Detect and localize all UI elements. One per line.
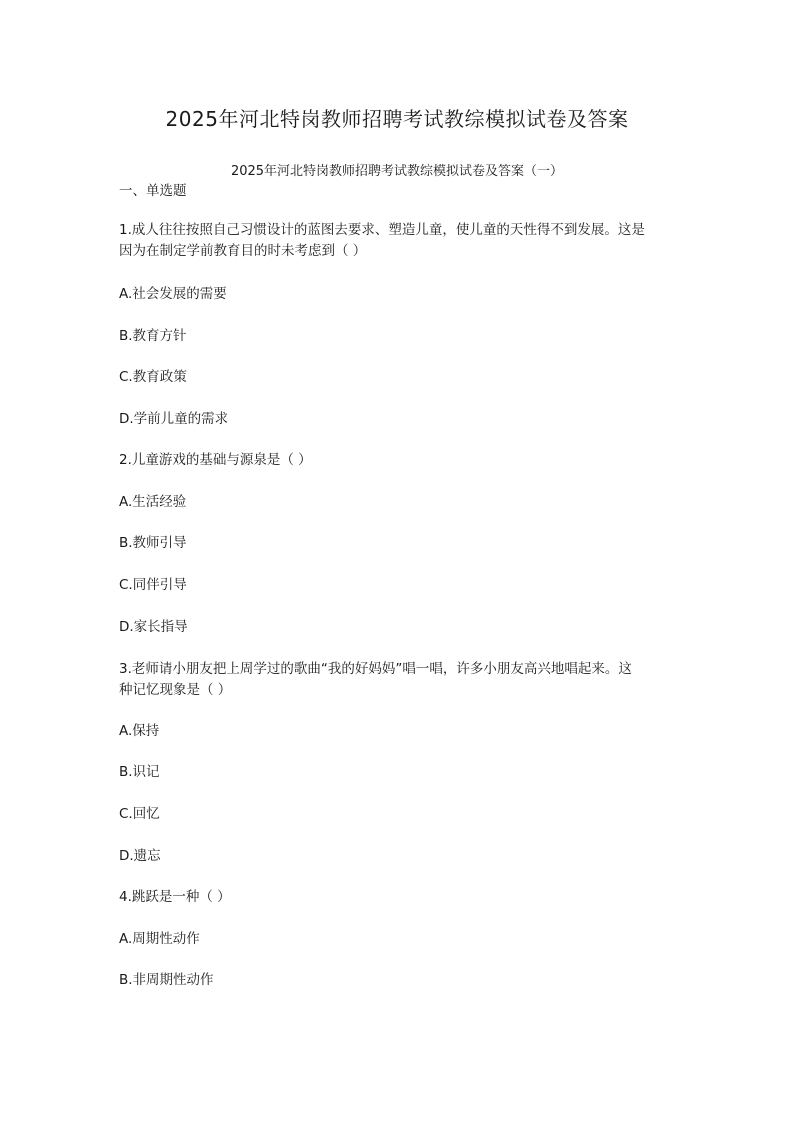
- question-1-line-2: 因为在制定学前教育目的时未考虑到（ ）: [119, 243, 367, 259]
- question-1-line-1: 1.成人往往按照自己习惯设计的蓝图去要求、塑造儿童，使儿童的天性得不到发展。这是: [119, 222, 645, 238]
- question-4-line-1: 4.跳跃是一种（ ）: [119, 889, 231, 905]
- section-heading: 一、单选题: [119, 183, 187, 199]
- question-1-option-a: A.社会发展的需要: [119, 286, 227, 302]
- document-title: 2025年河北特岗教师招聘考试教综模拟试卷及答案: [165, 107, 629, 131]
- question-3-option-a: A.保持: [119, 723, 160, 739]
- question-2-option-a: A.生活经验: [119, 494, 187, 510]
- question-1-option-c: C.教育政策: [119, 369, 187, 385]
- question-2-line-1: 2.儿童游戏的基础与源泉是（ ）: [119, 452, 312, 468]
- question-1-option-b: B.教育方针: [119, 328, 187, 344]
- question-3-option-b: B.识记: [119, 764, 160, 780]
- question-4-option-a: A.周期性动作: [119, 931, 200, 947]
- question-1-option-d: D.学前儿童的需求: [119, 411, 229, 427]
- question-2-option-b: B.教师引导: [119, 535, 187, 551]
- question-3-option-d: D.遗忘: [119, 848, 161, 864]
- question-2-option-d: D.家长指导: [119, 619, 188, 635]
- question-2-option-c: C.同伴引导: [119, 577, 187, 593]
- paper-subtitle: 2025年河北特岗教师招聘考试教综模拟试卷及答案（一）: [230, 164, 564, 179]
- question-3-line-1: 3.老师请小朋友把上周学过的歌曲“我的好妈妈”唱一唱，许多小朋友高兴地唱起来。这: [119, 661, 632, 677]
- question-4-option-b: B.非周期性动作: [119, 972, 214, 988]
- question-3-option-c: C.回忆: [119, 806, 160, 822]
- question-3-line-2: 种记忆现象是（ ）: [119, 682, 232, 698]
